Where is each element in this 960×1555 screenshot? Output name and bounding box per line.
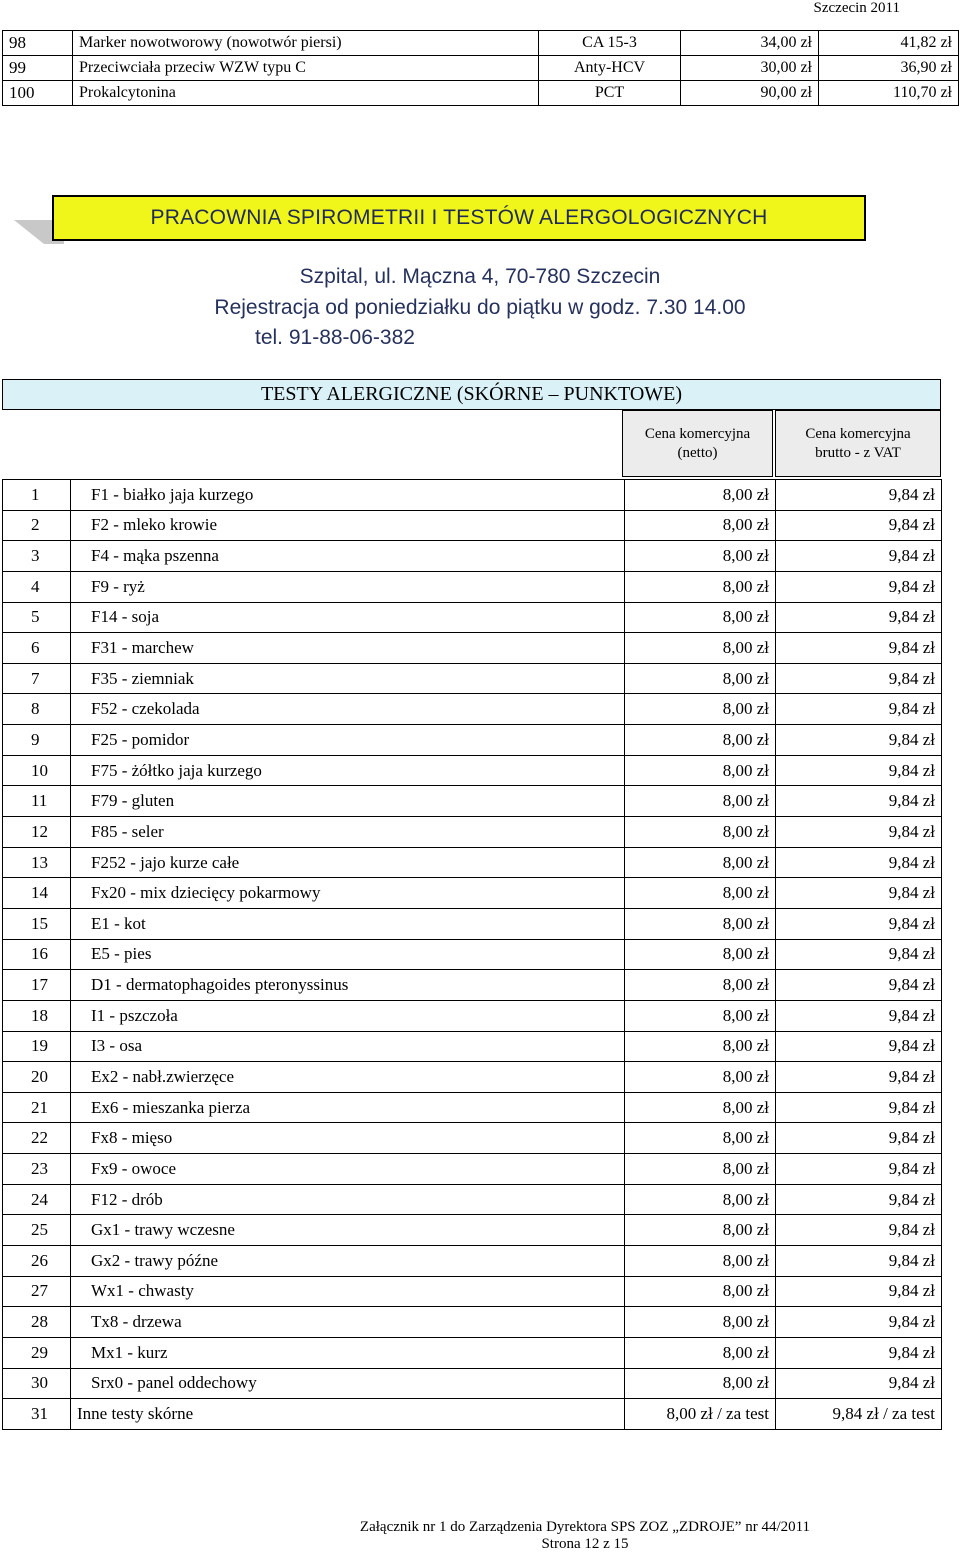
row-number: 4	[3, 571, 71, 602]
column-header-brutto-line1: Cena komercyjna	[805, 425, 911, 442]
price-netto: 8,00 zł	[625, 1184, 776, 1215]
table-row	[3, 1215, 942, 1246]
row-number: 5	[3, 602, 71, 633]
table-row	[3, 510, 942, 541]
price-netto: 8,00 zł	[625, 970, 776, 1001]
allergen-name: F52 - czekolada	[71, 694, 625, 725]
address-line: Szpital, ul. Mączna 4, 70-780 Szczecin	[299, 265, 661, 288]
price-brutto: 9,84 zł	[776, 510, 942, 541]
price-netto: 8,00 zł	[625, 571, 776, 602]
row-number: 21	[3, 1092, 71, 1123]
table-row	[3, 1062, 942, 1093]
table-row	[3, 1368, 942, 1399]
table-row	[3, 571, 942, 602]
column-header-netto-line2: (netto)	[677, 444, 718, 461]
price-netto: 8,00 zł	[625, 602, 776, 633]
allergen-name: Ex2 - nabł.zwierzęce	[71, 1062, 625, 1093]
footer-annex-note: Załącznik nr 1 do Zarządzenia Dyrektora SPS ZOZ „ZDROJE” nr 44/2011	[359, 1519, 811, 1535]
row-number: 13	[3, 847, 71, 878]
allergen-name: F12 - drób	[71, 1184, 625, 1215]
allergen-name: E5 - pies	[71, 939, 625, 970]
allergen-name: F75 - żółtko jaja kurzego	[71, 755, 625, 786]
price-brutto: 9,84 zł	[776, 908, 942, 939]
allergen-name: F2 - mleko krowie	[71, 510, 625, 541]
price-brutto: 9,84 zł	[776, 1062, 942, 1093]
row-number: 12	[3, 817, 71, 848]
price-brutto: 9,84 zł	[776, 1246, 942, 1277]
price-netto: 8,00 zł	[625, 1368, 776, 1399]
table-row	[3, 1154, 942, 1185]
allergen-name: Tx8 - drzewa	[71, 1307, 625, 1338]
section-title: TESTY ALERGICZNE (SKÓRNE – PUNKTOWE)	[2, 379, 941, 410]
price-brutto: 9,84 zł	[776, 1031, 942, 1062]
price-netto: 8,00 zł	[625, 786, 776, 817]
allergen-name: I1 - pszczoła	[71, 1000, 625, 1031]
table-row	[3, 1307, 942, 1338]
allergen-name: Gx2 - trawy późne	[71, 1246, 625, 1277]
column-header-netto-line1: Cena komercyjna	[644, 425, 751, 442]
table-row	[3, 1399, 942, 1430]
price-brutto: 9,84 zł	[776, 602, 942, 633]
table-row	[3, 1276, 942, 1307]
price-brutto: 9,84 zł	[776, 786, 942, 817]
price-netto: 8,00 zł	[625, 1092, 776, 1123]
price-brutto: 9,84 zł	[776, 633, 942, 664]
row-number: 7	[3, 663, 71, 694]
column-header-brutto-line2: brutto - z VAT	[815, 444, 901, 461]
price-netto: 8,00 zł	[625, 480, 776, 511]
allergen-name: F25 - pomidor	[71, 725, 625, 756]
price-brutto: 9,84 zł	[776, 1092, 942, 1123]
table-row	[3, 56, 959, 81]
row-number: 24	[3, 1184, 71, 1215]
price-netto: 8,00 zł	[625, 939, 776, 970]
table-row	[3, 786, 942, 817]
row-number: 11	[3, 786, 71, 817]
price-brutto: 9,84 zł	[776, 1368, 942, 1399]
price-netto: 90,00 zł	[681, 81, 819, 106]
price-netto: 8,00 zł / za test	[625, 1399, 776, 1430]
header-city-year: Szczecin 2011	[813, 0, 900, 16]
table-row	[3, 1246, 942, 1277]
allergen-name: Srx0 - panel oddechowy	[71, 1368, 625, 1399]
row-number: 14	[3, 878, 71, 909]
allergen-name: F31 - marchew	[71, 633, 625, 664]
price-brutto: 9,84 zł	[776, 725, 942, 756]
table-row	[3, 81, 959, 106]
row-number: 9	[3, 725, 71, 756]
price-brutto: 9,84 zł	[776, 694, 942, 725]
table-row	[3, 725, 942, 756]
price-netto: 8,00 zł	[625, 633, 776, 664]
price-brutto: 9,84 zł	[776, 817, 942, 848]
allergen-name: F4 - mąka pszenna	[71, 541, 625, 572]
price-brutto: 9,84 zł	[776, 663, 942, 694]
registration-hours: Rejestracja od poniedziałku do piątku w godz. 7.30 14.00	[214, 296, 746, 319]
allergen-name: I3 - osa	[71, 1031, 625, 1062]
price-netto: 8,00 zł	[625, 541, 776, 572]
phone-line: tel. 91-88-06-382	[255, 326, 415, 349]
footer-page-number: Strona 12 z 15	[541, 1536, 629, 1552]
row-number: 99	[3, 56, 73, 81]
price-netto: 8,00 zł	[625, 510, 776, 541]
table-row	[3, 755, 942, 786]
row-number: 18	[3, 1000, 71, 1031]
price-brutto: 9,84 zł	[776, 1000, 942, 1031]
table-row	[3, 602, 942, 633]
row-number: 1	[3, 480, 71, 511]
price-netto: 30,00 zł	[681, 56, 819, 81]
row-number: 19	[3, 1031, 71, 1062]
row-number: 23	[3, 1154, 71, 1185]
price-brutto: 9,84 zł / za test	[776, 1399, 942, 1430]
price-netto: 8,00 zł	[625, 1000, 776, 1031]
allergen-name: D1 - dermatophagoides pteronyssinus	[71, 970, 625, 1001]
price-netto: 8,00 zł	[625, 1031, 776, 1062]
row-number: 28	[3, 1307, 71, 1338]
allergy-tests-table	[2, 479, 942, 1430]
table-row	[3, 1092, 942, 1123]
row-number: 6	[3, 633, 71, 664]
price-netto: 8,00 zł	[625, 817, 776, 848]
table-row	[3, 1000, 942, 1031]
test-name: Marker nowotworowy (nowotwór piersi)	[73, 31, 539, 56]
allergen-name: E1 - kot	[71, 908, 625, 939]
table-row	[3, 970, 942, 1001]
row-number: 27	[3, 1276, 71, 1307]
price-brutto: 9,84 zł	[776, 1154, 942, 1185]
price-brutto: 9,84 zł	[776, 541, 942, 572]
row-number: 16	[3, 939, 71, 970]
price-netto: 8,00 zł	[625, 1062, 776, 1093]
row-number: 26	[3, 1246, 71, 1277]
row-number: 8	[3, 694, 71, 725]
price-brutto: 9,84 zł	[776, 1337, 942, 1368]
row-number: 29	[3, 1337, 71, 1368]
row-number: 25	[3, 1215, 71, 1246]
row-number: 15	[3, 908, 71, 939]
price-netto: 8,00 zł	[625, 1215, 776, 1246]
table-row	[3, 541, 942, 572]
price-brutto: 9,84 zł	[776, 1276, 942, 1307]
price-brutto: 9,84 zł	[776, 1215, 942, 1246]
test-code: Anty-HCV	[539, 56, 681, 81]
price-brutto: 41,82 zł	[819, 31, 959, 56]
lab-banner-title: PRACOWNIA SPIROMETRII I TESTÓW ALERGOLOGICZNYCH	[52, 195, 866, 241]
price-brutto: 9,84 zł	[776, 755, 942, 786]
price-netto: 8,00 zł	[625, 694, 776, 725]
price-netto: 8,00 zł	[625, 878, 776, 909]
table-row	[3, 1123, 942, 1154]
price-netto: 8,00 zł	[625, 1154, 776, 1185]
test-name: Prokalcytonina	[73, 81, 539, 106]
price-netto: 8,00 zł	[625, 1123, 776, 1154]
table-row	[3, 1184, 942, 1215]
price-brutto: 9,84 zł	[776, 1123, 942, 1154]
price-brutto: 9,84 zł	[776, 1184, 942, 1215]
row-number: 2	[3, 510, 71, 541]
price-netto: 8,00 zł	[625, 725, 776, 756]
price-brutto: 9,84 zł	[776, 878, 942, 909]
price-netto: 8,00 zł	[625, 847, 776, 878]
price-netto: 8,00 zł	[625, 1276, 776, 1307]
price-brutto: 9,84 zł	[776, 480, 942, 511]
row-number: 100	[3, 81, 73, 106]
table-row	[3, 908, 942, 939]
price-brutto: 9,84 zł	[776, 571, 942, 602]
allergen-name: F35 - ziemniak	[71, 663, 625, 694]
price-netto: 8,00 zł	[625, 755, 776, 786]
price-netto: 8,00 zł	[625, 1337, 776, 1368]
allergen-name: Gx1 - trawy wczesne	[71, 1215, 625, 1246]
price-netto: 34,00 zł	[681, 31, 819, 56]
table-row	[3, 817, 942, 848]
row-number: 17	[3, 970, 71, 1001]
table-row	[3, 1031, 942, 1062]
price-brutto: 9,84 zł	[776, 847, 942, 878]
column-header-brutto	[775, 410, 941, 477]
row-number: 98	[3, 31, 73, 56]
price-brutto: 9,84 zł	[776, 1307, 942, 1338]
allergen-name: F14 - soja	[71, 602, 625, 633]
price-brutto: 36,90 zł	[819, 56, 959, 81]
table-row	[3, 31, 959, 56]
row-number: 20	[3, 1062, 71, 1093]
allergen-name: F252 - jajo kurze całe	[71, 847, 625, 878]
table-row	[3, 1337, 942, 1368]
column-header-netto	[622, 410, 773, 477]
test-name: Przeciwciała przeciw WZW typu C	[73, 56, 539, 81]
allergen-name: F1 - białko jaja kurzego	[71, 480, 625, 511]
allergen-name: Wx1 - chwasty	[71, 1276, 625, 1307]
row-number: 22	[3, 1123, 71, 1154]
table-row	[3, 694, 942, 725]
price-netto: 8,00 zł	[625, 1246, 776, 1277]
allergen-name: Fx9 - owoce	[71, 1154, 625, 1185]
row-number: 31	[3, 1399, 71, 1430]
row-number: 30	[3, 1368, 71, 1399]
allergen-name: F79 - gluten	[71, 786, 625, 817]
allergen-name: F85 - seler	[71, 817, 625, 848]
table-row	[3, 847, 942, 878]
table-row	[3, 633, 942, 664]
allergen-name: Mx1 - kurz	[71, 1337, 625, 1368]
price-netto: 8,00 zł	[625, 1307, 776, 1338]
price-netto: 8,00 zł	[625, 908, 776, 939]
table-row	[3, 878, 942, 909]
allergen-name: Fx20 - mix dziecięcy pokarmowy	[71, 878, 625, 909]
price-brutto: 110,70 zł	[819, 81, 959, 106]
test-code: PCT	[539, 81, 681, 106]
top-price-table	[2, 30, 959, 106]
price-brutto: 9,84 zł	[776, 970, 942, 1001]
price-brutto: 9,84 zł	[776, 939, 942, 970]
table-row	[3, 480, 942, 511]
table-row	[3, 663, 942, 694]
allergen-name: Ex6 - mieszanka pierza	[71, 1092, 625, 1123]
row-number: 3	[3, 541, 71, 572]
price-netto: 8,00 zł	[625, 663, 776, 694]
allergen-name: F9 - ryż	[71, 571, 625, 602]
test-code: CA 15-3	[539, 31, 681, 56]
allergen-name: Inne testy skórne	[71, 1399, 625, 1430]
allergen-name: Fx8 - mięso	[71, 1123, 625, 1154]
row-number: 10	[3, 755, 71, 786]
table-row	[3, 939, 942, 970]
